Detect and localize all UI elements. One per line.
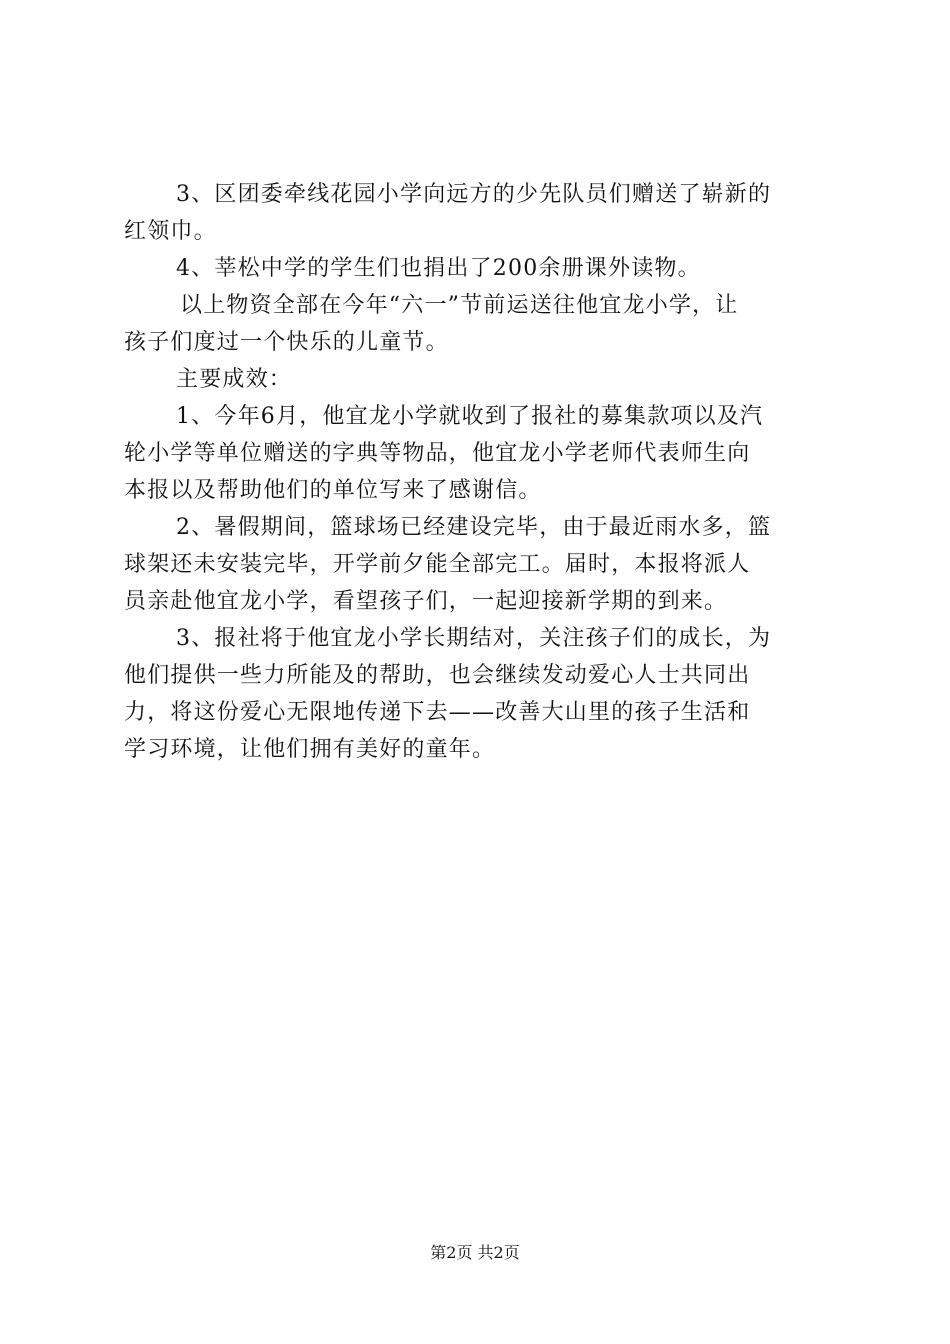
paragraph-line: 本报以及帮助他们的单位写来了感谢信。 <box>124 478 542 503</box>
paragraph-line: 3、报社将于他宜龙小学长期结对，关注孩子们的成长，为 <box>176 626 772 651</box>
paragraph-line: 力，将这份爱心无限地传递下去——改善大山里的孩子生活和 <box>124 700 751 725</box>
page-number-footer: 第2页 共2页 <box>430 1243 520 1262</box>
paragraph-line: 1、今年6月，他宜龙小学就收到了报社的募集款项以及汽 <box>176 404 764 429</box>
paragraph-line: 3、区团委牵线花园小学向远方的少先队员们赠送了崭新的 <box>176 182 772 207</box>
section-heading: 主要成效： <box>176 367 293 392</box>
paragraph-line: 员亲赴他宜龙小学，看望孩子们，一起迎接新学期的到来。 <box>124 589 728 614</box>
paragraph-line: 4、莘松中学的学生们也捐出了200余册课外读物。 <box>176 256 701 281</box>
paragraph-line: 以上物资全部在今年“六一”节前运送往他宜龙小学，让 <box>180 293 739 318</box>
document-body <box>124 176 836 768</box>
paragraph-line: 孩子们度过一个快乐的儿童节。 <box>124 330 449 355</box>
paragraph-line: 球架还未安装完毕，开学前夕能全部完工。届时，本报将派人 <box>124 552 751 577</box>
paragraph-line: 他们提供一些力所能及的帮助，也会继续发动爱心人士共同出 <box>124 663 751 688</box>
paragraph-line: 2、暑假期间，篮球场已经建设完毕，由于最近雨水多，篮 <box>176 515 772 540</box>
paragraph-line: 学习环境，让他们拥有美好的童年。 <box>124 737 496 762</box>
paragraph-line: 红领巾。 <box>124 219 217 244</box>
paragraph-line: 轮小学等单位赠送的字典等物品，他宜龙小学老师代表师生向 <box>124 441 751 466</box>
